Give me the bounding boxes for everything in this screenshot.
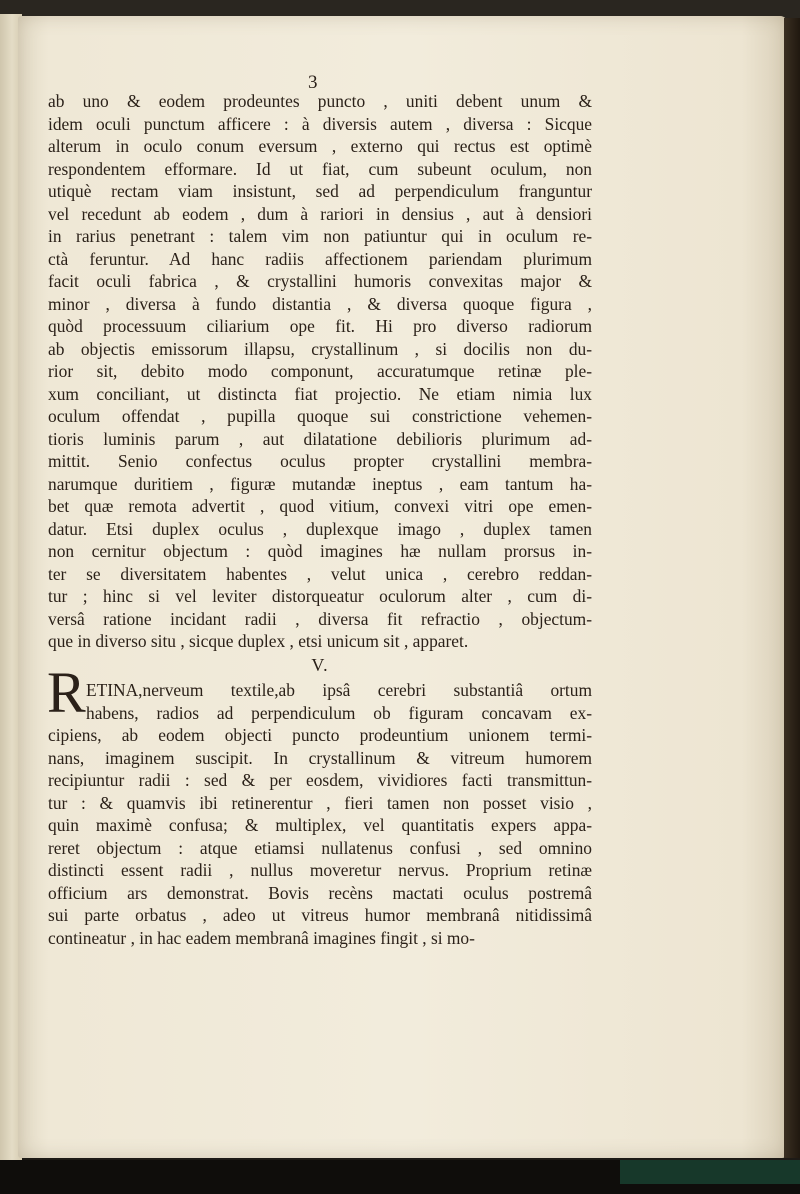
table-surface: [620, 1160, 800, 1184]
text-line: sui parte orbatus , adeo ut vitreus humor membranâ nitidissimâ: [48, 905, 592, 925]
text-line: reret objectum : atque etiamsi nullatenus confusi , sed omnino: [48, 837, 592, 858]
paragraph-1: [48, 90, 592, 653]
text-line: habens, radios ad perpendiculum ob figuram concavam ex-: [86, 702, 592, 723]
text-line: ter se diversitatem habentes , velut unica , cerebro reddan-: [48, 563, 592, 584]
text-line: ab objectis emissorum illapsu, crystallinum , si docilis non du-: [48, 338, 592, 359]
text-line: contineatur , in hac eadem membranâ imagines fingit , si mo-: [48, 927, 475, 948]
paragraph-2: [48, 679, 592, 949]
text-line: tur ; hinc si vel leviter distorqueatur oculorum alter , cum di-: [48, 586, 592, 606]
text-line: datur. Etsi duplex oculus , duplexque imago , duplex tamen: [48, 518, 592, 539]
text-line: mittit. Senio confectus oculus propter crystallini membra-: [48, 451, 592, 471]
text-line: narumque duritiem , figuræ mutandæ ineptus , eam tantum ha-: [48, 473, 592, 494]
text-line: versâ ratione incidant radii , diversa fit refractio , objectum-: [48, 608, 592, 629]
text-line: nans, imaginem suscipit. In crystallinum & vitreum humorem: [48, 747, 592, 768]
page-number: 3: [308, 72, 318, 93]
text-line: ETINA,nerveum textile,ab ipsâ cerebri substantiâ ortum: [86, 680, 592, 700]
text-line: idem oculi punctum afficere : à diversis autem , diversa : Sicque: [48, 113, 592, 134]
text-line: recipiuntur radii : sed & per eosdem, vividiores facti transmittun-: [48, 770, 592, 790]
text-line: tur : & quamvis ibi retinerentur , fieri tamen non posset visio ,: [48, 792, 592, 813]
text-line: quòd processuum ciliarium ope fit. Hi pro diverso radiorum: [48, 316, 592, 336]
text-line: ctà feruntur. Ad hanc radiis affectionem pariendam plurimum: [48, 248, 592, 269]
text-line: alterum in oculo conum eversum , externo qui rectus est optimè: [48, 136, 592, 156]
text-line: que in diverso situ , sicque duplex , etsi unicum sit , apparet.: [48, 631, 469, 651]
text-line: tioris luminis parum , aut dilatatione debilioris plurimum ad-: [48, 428, 592, 449]
book-spine-edge: [784, 18, 800, 1158]
text-line: officium ars demonstrat. Bovis recèns mactati oculus postremâ: [48, 882, 592, 903]
text-line: facit oculi fabrica , & crystallini humoris convexitas major &: [48, 271, 592, 291]
text-line: cipiens, ab eodem objecti puncto prodeuntium unionem termi-: [48, 725, 592, 745]
text-line: oculum offendat , pupilla quoque sui constrictione vehemen-: [48, 406, 592, 426]
drop-cap: R: [47, 660, 86, 725]
text-line: vel recedunt ab eodem , dum à rariori in densius , aut à densiori: [48, 203, 592, 224]
text-line: non cernitur objectum : quòd imagines hæ nullam prorsus in-: [48, 541, 592, 561]
text-line: utiquè rectam viam insistunt, sed ad perpendiculum franguntur: [48, 181, 592, 201]
text-line: bet quæ remota advertit , quod vitium, convexi vitri ope emen-: [48, 496, 592, 516]
text-line: ab uno & eodem prodeuntes puncto , uniti debent unum &: [48, 91, 592, 111]
text-line: in rarius penetrant : talem vim non patiuntur qui in oculum re-: [48, 226, 592, 246]
text-line: respondentem efformare. Id ut fiat, cum subeunt oculum, non: [48, 158, 592, 179]
text-line: rior sit, debito modo componunt, accuratumque retinæ ple-: [48, 361, 592, 381]
section-heading: V.: [311, 655, 329, 675]
text-line: quin maximè confusa; & multiplex, vel quantitatis expers appa-: [48, 815, 592, 835]
text-line: distincti essent radii , nullus moveretur nervus. Proprium retinæ: [48, 860, 592, 880]
text-line: minor , diversa à fundo distantia , & diversa quoque figura ,: [48, 293, 592, 314]
text-line: xum conciliant, ut distincta fiat projectio. Ne etiam nimia lux: [48, 383, 592, 404]
